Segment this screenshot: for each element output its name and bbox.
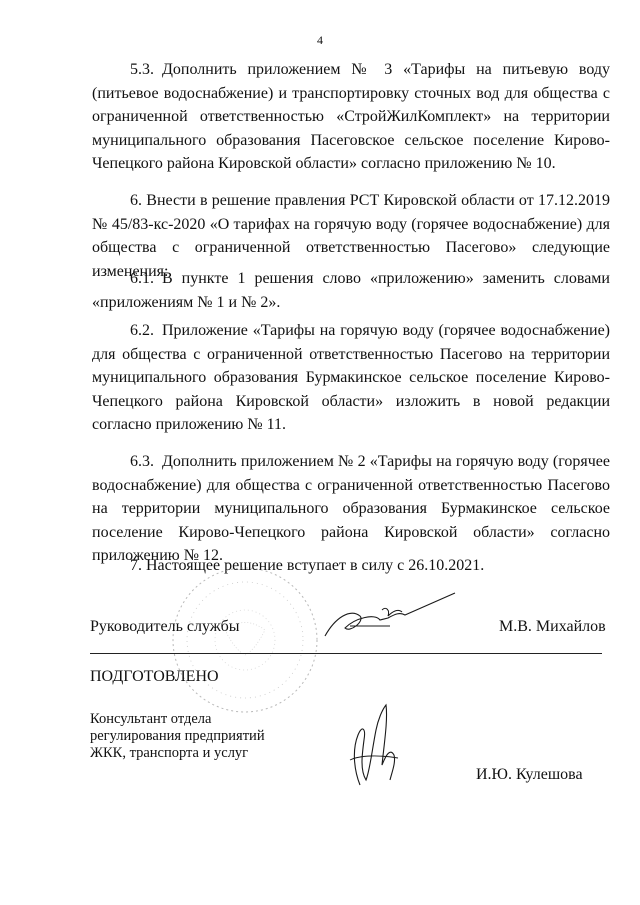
consultant-signature (340, 700, 410, 795)
paragraph-6-1: 6.1. В пункте 1 решения слово «приложению» заменить словами «приложениям № 1 и № 2». (92, 270, 610, 311)
official-stamp (165, 560, 325, 720)
paragraph-6: 6. Внести в решение правления РСТ Кировской области от 17.12.2019 № 45/83-кс-2020 «О тарифах на горячую воду (горячее водоснабжение) для общества с ограниченной ответственностью Пасегово» следующие изменения: (92, 192, 610, 280)
consultant-line: ЖКК, транспорта и услуг (90, 745, 249, 761)
consultant-line: регулирования предприятий (90, 728, 265, 744)
head-title: Руководитель службы (90, 618, 240, 635)
consultant-name: И.Ю. Кулешова (476, 766, 583, 783)
divider-line (90, 653, 602, 654)
head-name: М.В. Михайлов (499, 618, 606, 635)
page-number: 4 (317, 33, 323, 47)
consultant-title (90, 711, 265, 762)
head-signature (320, 588, 460, 648)
paragraph-6-2: 6.2. Приложение «Тарифы на горячую воду (горячее водоснабжение) для общества с ограниченной ответственностью Пасегово на территории муниципального образования Бурмакинское сельское поселение Кирово-Чепецкого района Кировской области» изложить в новой редакции согласно приложению № 11. (92, 322, 610, 433)
paragraph-5-3: 5.3. Дополнить приложением № 3 «Тарифы на питьевую воду (питьевое водоснабжение) и транспортировку сточных вод для общества с ограниченной ответственностью «СтройЖилКомплект» на территории муниципального образования Пасеговское сельское поселение Кирово-Чепецкого района Кировской области» согласно приложению № 10. (92, 61, 610, 172)
consultant-line: Консультант отдела (90, 711, 212, 727)
paragraph-6-3: 6.3. Дополнить приложением № 2 «Тарифы на горячую воду (горячее водоснабжение) для общества с ограниченной ответственностью Пасегово на территории муниципального образования Бурмакинское сельское поселение Кирово-Чепецкого района Кировской области» согласно приложению № 12. (92, 453, 610, 564)
prepared-label: ПОДГОТОВЛЕНО (90, 668, 219, 685)
paragraph-7: 7. Настоящее решение вступает в силу с 26.10.2021. (130, 557, 485, 574)
